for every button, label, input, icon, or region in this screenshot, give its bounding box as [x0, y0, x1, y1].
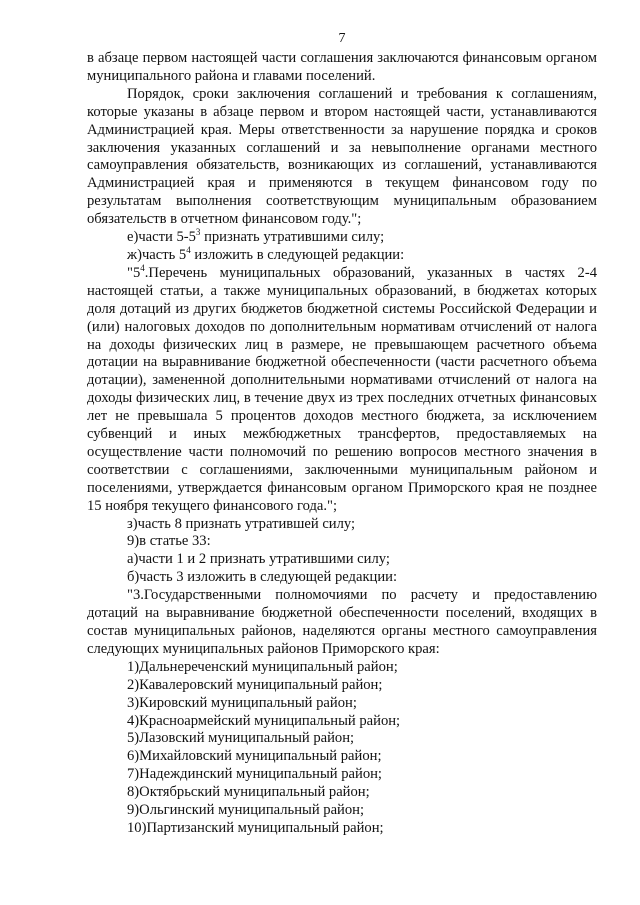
paragraph-3: е)части $5-5^3$ признать утратившими силу; — [127, 227, 385, 246]
paragraph-6: з)часть 8 признать утратившей силу; — [127, 515, 356, 532]
paragraph-1: в абзаце первом настоящей части соглашения заключаются финансовым органом муниципального района и главами поселений. — [87, 50, 597, 84]
list-item: 10)Партизанский муниципальный район; — [127, 819, 384, 836]
list-item: 4)Красноармейский муниципальный район; — [127, 712, 401, 729]
list-item: 2)Кавалеровский муниципальный район; — [127, 676, 383, 693]
paragraph-9: б)часть 3 изложить в следующей редакции: — [127, 569, 398, 586]
paragraph-7: 9)в статье 33: — [127, 533, 211, 550]
paragraph-5: "$5^4.Перечень$ муниципальных образований, указанных в частях 2-4 настоящей статьи, а также муниципальных образований, в бюджетах которых доля дотаций из других бюджетов бюджетной системы Российской Федерации и (или) налоговых доходов по дополнительным нормативам отчислений от налога на доходы физических лиц в размере, не превышающем расчетного объема дотации на выравнивание бюджетной обеспеченности (части расчетного объема дотации), замененной дополнительными нормативами отчислений от налога на доходы физических лиц, в течение двух из трех последних отчетных финансовых лет не превышала 5 процентов доходов местного бюджета, за исключением субвенций и иных межбюджетных трансфертов, предоставляемых на осуществление части полномочий по решению вопросов местного значения в соответствии с соглашениями, заключенными муниципальным районом и поселениями, утверждается финансовым органом Приморского края не позднее 15 ноября текущего финансового года."; — [87, 263, 597, 514]
list-item: 8)Октябрьский муниципальный район; — [127, 784, 370, 801]
list-item: 1)Дальнереченский муниципальный район; — [127, 658, 398, 675]
paragraph-10: "3.Государственными полномочиями по расчету и предоставлению дотаций на выравнивание бюджетной обеспеченности поселений, входящих в состав муниципальных районов, наделяются органы местного самоуправления следующих муниципальных районов Приморского края: — [87, 587, 597, 657]
paragraph-4: ж)часть $5^4$ изложить в следующей редакции: — [127, 245, 405, 263]
district-list — [87, 659, 597, 838]
paragraph-8: а)части 1 и 2 признать утратившими силу; — [127, 551, 390, 568]
list-item: 6)Михайловский муниципальный район; — [127, 748, 382, 765]
list-item: 3)Кировский муниципальный район; — [127, 694, 357, 711]
document-page — [87, 30, 597, 838]
paragraph-2: Порядок, сроки заключения соглашений и требования к соглашениям, которые указаны в абзаце первом и втором настоящей части, устанавливаются Администрацией края. Меры ответственности за нарушение порядка и сроков заключения указанных соглашений и за невыполнение органами местного самоуправления обязательств, возникающих из соглашений, устанавливаются Администрацией края и применяются в текущем финансовом году по результатам выполнения соответствующим муниципальным образованием обязательств в отчетном финансовом году."; — [87, 85, 597, 228]
page-number: 7 — [338, 31, 346, 46]
list-item: 9)Ольгинский муниципальный район; — [127, 802, 365, 819]
list-item: 7)Надеждинский муниципальный район; — [127, 766, 382, 783]
list-item: 5)Лазовский муниципальный район; — [127, 730, 355, 747]
